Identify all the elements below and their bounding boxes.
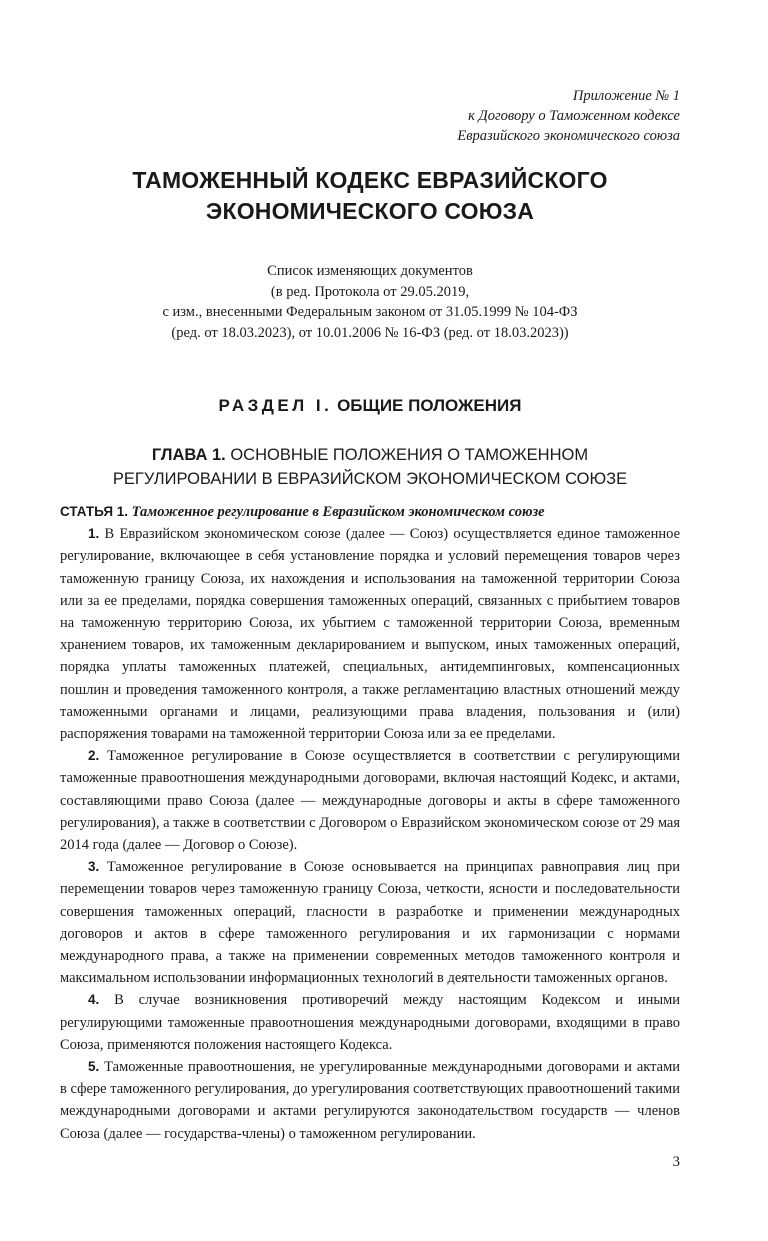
article-1 <box>60 501 680 1145</box>
amendments-line: (в ред. Протокола от 29.05.2019, <box>270 283 470 300</box>
article-label: СТАТЬЯ 1. <box>60 504 129 519</box>
paragraph-text: В Евразийском экономическом союзе (далее — Союз) осуществляется единое таможенное регулирование, включающее в себя установление порядка и условий перемещения товаров через таможенную границу Союза, их нахождения и использования на таможенной территории Союза или за ее пределами, порядка совершения таможенных операций, связанных с прибытием товаров на таможенную территорию Союза, их убытием с таможенной территории Союза, временным хранением товаров, их таможенным декларированием и выпуском, иных таможенных операций, порядка уплаты таможенных платежей, специальных, антидемпинговых, компенсационных пошлин и проведения таможенного контроля, а также регламентацию властных отношений между таможенными органами и лицами, реализующими права владения, пользования и (или) распоряжения товарами на таможенной территории Союза или за ее пределами. <box>60 526 681 743</box>
paragraph-number: 2. <box>88 748 100 764</box>
amendments-list <box>60 261 680 343</box>
article-paragraph <box>60 745 680 856</box>
document-title-line: ТАМОЖЕННЫЙ КОДЕКС ЕВРАЗИЙСКОГО <box>132 167 608 193</box>
document-title <box>60 165 680 227</box>
paragraph-text: Таможенное регулирование в Союзе осуществляется в соответствии с регулирующими таможенные правоотношения международными договорами, включая настоящий Кодекс, и актами, составляющими право Союза (далее — международные договоры и акты в сфере таможенного регулирования), а также в соответствии с Договором о Евразийском экономическом союзе от 29 мая 2014 года (далее — Договор о Союзе). <box>60 748 681 854</box>
appendix-note <box>457 86 680 146</box>
paragraph-text: В случае возникновения противоречий между настоящим Кодексом и иными регулирующими таможенные правоотношения международными договорами, входящими в право Союза, применяются положения настоящего Кодекса. <box>60 992 681 1053</box>
document-title-line: ЭКОНОМИЧЕСКОГО СОЮЗА <box>205 198 535 224</box>
article-paragraph <box>60 523 680 745</box>
article-paragraph <box>60 989 680 1056</box>
appendix-line: Евразийского экономического союза <box>457 128 680 144</box>
paragraph-number: 1. <box>88 526 100 542</box>
section-heading <box>60 394 680 418</box>
appendix-line: к Договору о Таможенном кодексе <box>468 108 680 124</box>
chapter-title-part-1: ОСНОВНЫЕ ПОЛОЖЕНИЯ О ТАМОЖЕННОМ <box>230 446 589 464</box>
paragraph-number: 5. <box>88 1059 100 1075</box>
chapter-title-part-2: РЕГУЛИРОВАНИИ В ЕВРАЗИЙСКОМ ЭКОНОМИЧЕСКОМ СОЮЗЕ <box>112 470 628 488</box>
paragraph-text: Таможенное регулирование в Союзе основывается на принципах равноправия лиц при перемещении товаров через таможенную границу Союза, четкости, ясности и последовательности совершения таможенных операций, гласности в разработке и применении международных договоров и актов в сфере таможенного регулирования и их гармонизации с нормами международного права, а также на применении современных методов таможенного контроля и максимальном использовании информационных технологий в деятельности таможенных органов. <box>60 859 681 987</box>
section-label: РАЗДЕЛ I. <box>218 396 333 415</box>
amendments-line: Список изменяющих документов <box>267 263 473 279</box>
page-number: 3 <box>672 1154 680 1170</box>
chapter-label: ГЛАВА 1. <box>151 446 226 464</box>
document-page <box>60 0 680 1241</box>
chapter-heading-line-1 <box>60 443 680 467</box>
paragraph-text: Таможенные правоотношения, не урегулированные международными договорами и актами в сфере таможенного регулирования, до урегулирования соответствующих правоотношений такими международными договорами и актами регулируются законодательством государств — членов Союза (далее — государства-члены) о таможенном регулировании. <box>60 1059 681 1142</box>
paragraph-number: 3. <box>88 859 100 875</box>
article-title: Таможенное регулирование в Евразийском экономическом союзе <box>131 504 545 520</box>
appendix-line: Приложение № 1 <box>572 88 680 104</box>
chapter-heading <box>60 443 680 491</box>
article-paragraph <box>60 856 680 989</box>
amendments-line: с изм., внесенными Федеральным законом от 31.05.1999 № 104-ФЗ <box>162 304 578 320</box>
section-title: ОБЩИЕ ПОЛОЖЕНИЯ <box>337 396 522 415</box>
paragraph-number: 4. <box>88 992 100 1008</box>
article-paragraph <box>60 1056 680 1145</box>
amendments-line: (ред. от 18.03.2023), от 10.01.2006 № 16-ФЗ (ред. от 18.03.2023)) <box>171 324 569 341</box>
article-heading <box>60 501 680 523</box>
